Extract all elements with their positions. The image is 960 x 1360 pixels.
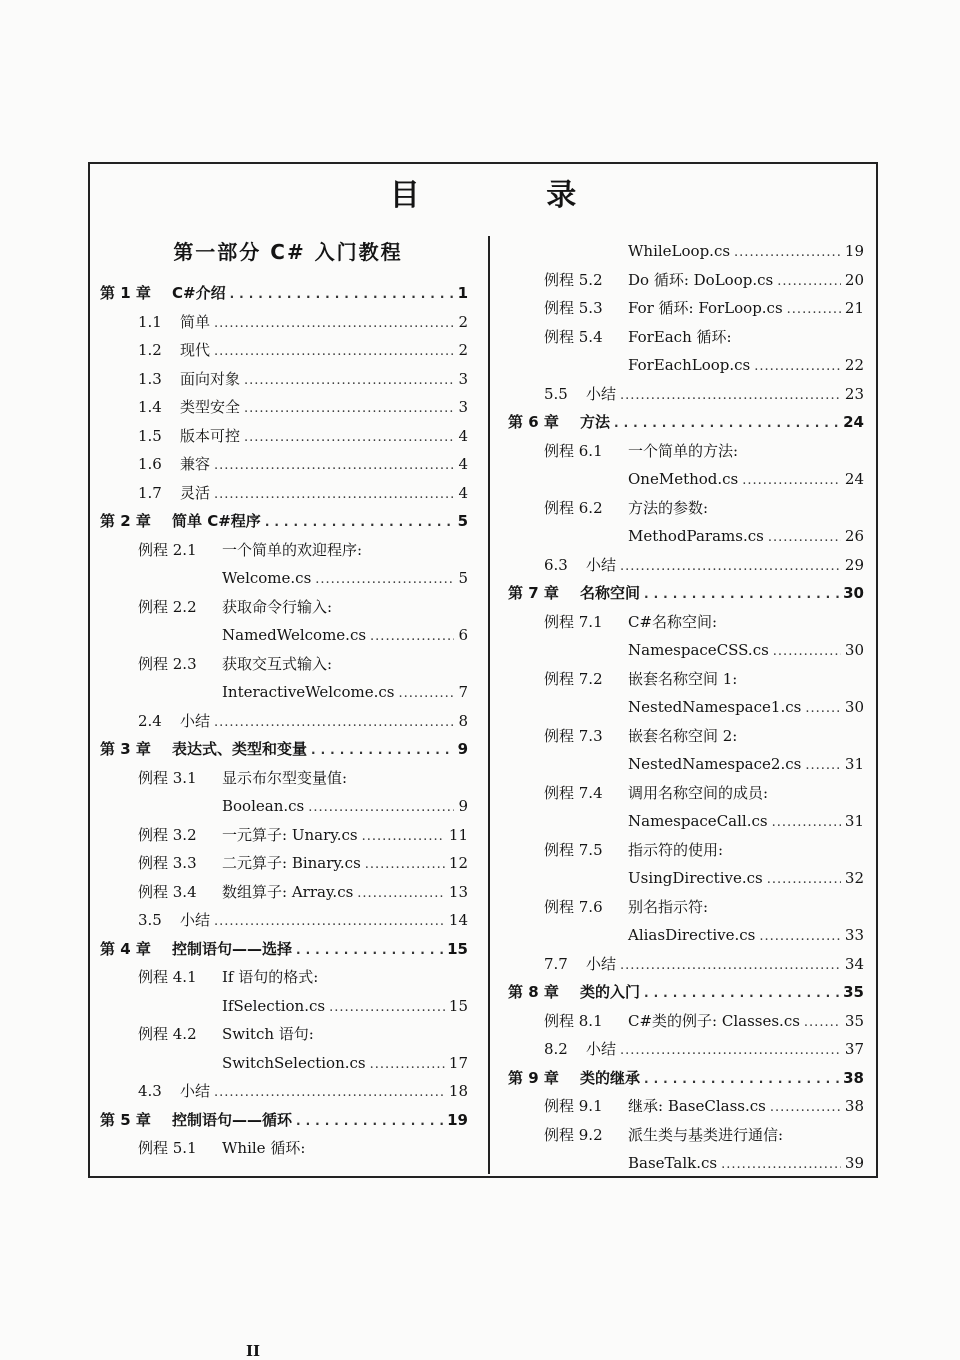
toc-page-number: 24 <box>844 470 864 488</box>
toc-entry-text: 嵌套名称空间 2: <box>628 726 738 745</box>
toc-page-number: 39 <box>844 1154 864 1172</box>
toc-page-number: 5 <box>457 512 468 530</box>
toc-page-number: 11 <box>448 825 468 844</box>
toc-entry-text: For 循环: ForLoop.cs <box>628 299 783 317</box>
toc-entry-text: 现代 <box>180 341 211 359</box>
toc-file-row <box>628 523 864 549</box>
toc-entry-row <box>138 708 468 734</box>
toc-entry-text: 灵活 <box>180 483 211 502</box>
toc-page-number: 12 <box>448 854 468 872</box>
toc-leader-dots <box>805 753 841 779</box>
toc-leader-dots <box>370 1052 445 1078</box>
toc-entry-label: 例程 7.2 <box>544 669 603 688</box>
toc-page-number: 30 <box>844 641 864 659</box>
toc-entry-text: 控制语句——循环 <box>172 1110 293 1129</box>
toc-leader-dots <box>296 937 443 963</box>
toc-chapter-row <box>100 508 468 534</box>
toc-entry-label: 第 6 章 <box>508 413 559 431</box>
toc-entry-text: ForEachLoop.cs <box>628 356 751 374</box>
toc-leader-dots <box>214 339 454 365</box>
toc-leader-dots <box>244 368 454 394</box>
toc-entry-label: 例程 6.2 <box>544 498 603 517</box>
toc-entry-label: 例程 7.5 <box>544 840 603 859</box>
toc-file-row <box>628 352 864 378</box>
toc-entry-text: Switch 语句: <box>222 1025 314 1043</box>
toc-file-row <box>628 1150 864 1176</box>
toc-leader-dots <box>214 710 454 736</box>
toc-entry-text: 指示符的使用: <box>628 840 724 859</box>
toc-page-number: 35 <box>843 983 864 1001</box>
toc-entry-text: 控制语句——选择 <box>172 939 293 958</box>
toc-leader-dots <box>214 1080 445 1106</box>
toc-entry-label: 例程 3.3 <box>138 854 197 872</box>
toc-entry-row <box>138 537 468 563</box>
toc-entry-text: Boolean.cs <box>222 797 305 815</box>
toc-leader-dots <box>614 410 839 436</box>
toc-page-number: 21 <box>844 299 864 317</box>
toc-entry-text: 类的入门 <box>580 983 641 1001</box>
toc-entry-label: 第 1 章 <box>100 284 151 302</box>
toc-chapter-row <box>100 1107 468 1133</box>
toc-entry-text: 获取命令行输入: <box>222 597 333 616</box>
toc-entry-label: 例程 4.1 <box>138 968 197 986</box>
toc-file-row <box>628 238 864 264</box>
toc-entry-text: 别名指示符: <box>628 897 709 916</box>
toc-entry-text: ForEach 循环: <box>628 327 732 346</box>
toc-page-number: 5 <box>458 569 468 587</box>
toc-entry-label: 例程 2.1 <box>138 540 197 559</box>
toc-entry-row <box>138 423 468 449</box>
toc-page-number: 24 <box>843 413 864 431</box>
toc-entry-text: C#名称空间: <box>628 612 718 631</box>
toc-entry-text: 小结 <box>586 384 617 403</box>
toc-leader-dots <box>311 737 454 763</box>
toc-entry-row <box>138 394 468 420</box>
toc-entry-text: 兼容 <box>180 455 211 473</box>
toc-entry-text: 名称空间 <box>580 584 641 602</box>
toc-page-number: 8 <box>458 711 468 730</box>
toc-chapter-row <box>508 580 864 606</box>
toc-entry-text: C#介绍 <box>172 284 226 302</box>
toc-entry-text: 获取交互式输入: <box>222 654 333 673</box>
toc-entry-text: While 循环: <box>222 1139 306 1157</box>
toc-page-number: 6 <box>458 626 468 644</box>
toc-entry-row <box>138 1078 468 1104</box>
toc-entry-text: 小结 <box>180 1082 211 1100</box>
toc-file-row <box>628 637 864 663</box>
toc-entry-row <box>544 780 864 806</box>
toc-entry-text: OneMethod.cs <box>628 470 739 488</box>
toc-entry-label: 第 3 章 <box>100 740 151 758</box>
toc-leader-dots <box>620 953 841 979</box>
toc-entry-row <box>544 1122 864 1148</box>
toc-page-number: 18 <box>448 1082 468 1100</box>
toc-entry-row <box>544 894 864 920</box>
toc-entry-row <box>138 879 468 905</box>
toc-entry-label: 第 9 章 <box>508 1068 559 1087</box>
toc-leader-dots <box>365 852 445 878</box>
toc-entry-label: 1.4 <box>138 398 162 416</box>
toc-entry-row <box>138 850 468 876</box>
toc-entry-text: NestedNamespace1.cs <box>628 698 802 716</box>
toc-entry-text: WhileLoop.cs <box>628 242 731 260</box>
toc-leader-dots <box>308 795 454 821</box>
toc-entry-label: 1.1 <box>138 312 162 331</box>
toc-chapter-row <box>508 1065 864 1091</box>
toc-entry-text: NamespaceCSS.cs <box>628 641 769 659</box>
toc-entry-row <box>138 366 468 392</box>
toc-entry-row <box>544 1093 864 1119</box>
toc-page-number: 38 <box>844 1097 864 1115</box>
toc-leader-dots <box>329 995 445 1021</box>
toc-entry-text: 方法 <box>580 413 611 431</box>
toc-entry-row <box>544 552 864 578</box>
toc-entry-label: 4.3 <box>138 1082 162 1100</box>
toc-title: 目 录 <box>389 178 635 213</box>
toc-page-number: 2 <box>458 312 468 331</box>
toc-leader-dots <box>315 567 454 593</box>
toc-page-number: 13 <box>448 882 468 901</box>
toc-leader-dots <box>398 681 454 707</box>
toc-page-number: 31 <box>844 812 864 830</box>
toc-entry-row <box>544 267 864 293</box>
toc-entry-label: 例程 2.3 <box>138 654 197 673</box>
toc-entry-text: 显示布尔型变量值: <box>222 768 348 787</box>
toc-entry-label: 1.3 <box>138 369 162 388</box>
toc-leader-dots <box>620 383 841 409</box>
toc-page-number: 4 <box>458 455 468 473</box>
toc-entry-text: 小结 <box>586 954 617 973</box>
toc-entry-text: NamespaceCall.cs <box>628 812 768 830</box>
toc-entry-label: 第 4 章 <box>100 939 151 958</box>
toc-entry-text: 小结 <box>180 711 211 730</box>
toc-page-number: 38 <box>843 1068 864 1087</box>
toc-file-row <box>628 466 864 492</box>
toc-file-row <box>222 1050 468 1076</box>
toc-entry-label: 1.5 <box>138 426 162 445</box>
toc-entry-text: If 语句的格式: <box>222 968 319 986</box>
toc-leader-dots <box>214 482 454 508</box>
toc-entry-label: 例程 3.1 <box>138 768 197 787</box>
toc-entry-text: 简单 <box>180 312 211 331</box>
toc-file-row <box>222 793 468 819</box>
toc-entry-label: 6.3 <box>544 555 568 574</box>
toc-entry-text: 面向对象 <box>180 369 241 388</box>
toc-page-number: 3 <box>458 398 468 416</box>
toc-leader-dots <box>767 867 841 893</box>
toc-entry-label: 3.5 <box>138 911 162 929</box>
toc-file-row <box>628 922 864 948</box>
toc-entry-text: 小结 <box>586 555 617 574</box>
toc-entry-text: UsingDirective.cs <box>628 869 763 887</box>
toc-page-number: 32 <box>844 869 864 887</box>
toc-leader-dots <box>620 1038 841 1064</box>
toc-leader-dots <box>644 980 839 1006</box>
toc-entry-row <box>544 324 864 350</box>
toc-page-number: 29 <box>844 555 864 574</box>
toc-entry-label: 例程 7.3 <box>544 726 603 745</box>
toc-entry-row <box>138 337 468 363</box>
toc-file-row <box>222 993 468 1019</box>
toc-entry-text: Welcome.cs <box>222 569 312 587</box>
toc-entry-label: 例程 5.1 <box>138 1139 197 1157</box>
toc-entry-row <box>138 480 468 506</box>
toc-page-number: 3 <box>458 369 468 388</box>
toc-leader-dots <box>777 269 841 295</box>
toc-file-row <box>222 622 468 648</box>
toc-entry-label: 第 2 章 <box>100 512 151 530</box>
toc-entry-row <box>544 1008 864 1034</box>
toc-entry-row <box>544 381 864 407</box>
toc-page-number: 22 <box>844 356 864 374</box>
toc-page-number: 4 <box>458 426 468 445</box>
toc-chapter-row <box>508 409 864 435</box>
toc-page-number: 1 <box>457 284 468 302</box>
toc-entry-text: 小结 <box>586 1040 617 1058</box>
toc-entry-text: 一元算子: Unary.cs <box>222 825 358 844</box>
toc-entry-label: 5.5 <box>544 384 568 403</box>
toc-entry-label: 1.6 <box>138 455 162 473</box>
toc-leader-dots <box>214 909 445 935</box>
toc-leader-dots <box>768 525 841 551</box>
toc-entry-text: 一个简单的方法: <box>628 441 739 460</box>
toc-entry-label: 例程 3.2 <box>138 825 197 844</box>
toc-entry-row <box>544 723 864 749</box>
toc-chapter-row <box>100 936 468 962</box>
toc-page-number: 14 <box>448 911 468 929</box>
toc-entry-text: 继承: BaseClass.cs <box>628 1097 766 1115</box>
toc-entry-label: 例程 6.1 <box>544 441 603 460</box>
toc-entry-text: 派生类与基类进行通信: <box>628 1125 784 1144</box>
toc-page-number: 31 <box>844 755 864 773</box>
toc-chapter-row <box>100 280 468 306</box>
toc-entry-row <box>138 651 468 677</box>
toc-entry-row <box>138 1021 468 1047</box>
toc-leader-dots <box>620 554 841 580</box>
toc-entry-row <box>138 594 468 620</box>
toc-entry-row <box>544 1036 864 1062</box>
toc-entry-text: NestedNamespace2.cs <box>628 755 802 773</box>
toc-page-number: 35 <box>844 1011 864 1030</box>
toc-leader-dots <box>759 924 841 950</box>
toc-page-number: 7 <box>458 683 468 701</box>
toc-entry-text: 小结 <box>180 911 211 929</box>
toc-page-number: 34 <box>844 954 864 973</box>
toc-entry-text: IfSelection.cs <box>222 996 326 1015</box>
toc-page-number: 33 <box>844 926 864 944</box>
toc-entry-row <box>138 964 468 990</box>
toc-entry-text: InteractiveWelcome.cs <box>222 683 395 701</box>
toc-entry-text: 一个简单的欢迎程序: <box>222 540 363 559</box>
toc-entry-label: 2.4 <box>138 711 162 730</box>
toc-entry-text: 嵌套名称空间 1: <box>628 669 738 688</box>
toc-entry-text: SwitchSelection.cs <box>222 1053 366 1072</box>
toc-page-number: 23 <box>844 384 864 403</box>
toc-entry-text: 调用名称空间的成员: <box>628 783 769 802</box>
toc-leader-dots <box>296 1108 443 1134</box>
toc-entry-text: Do 循环: DoLoop.cs <box>628 270 774 289</box>
toc-leader-dots <box>742 468 841 494</box>
toc-entry-label: 例程 7.4 <box>544 783 603 802</box>
toc-leader-dots <box>230 281 454 307</box>
toc-leader-dots <box>721 1152 841 1178</box>
toc-entry-label: 第 8 章 <box>508 983 559 1001</box>
toc-leader-dots <box>214 311 454 337</box>
toc-leader-dots <box>772 810 841 836</box>
toc-entry-label: 例程 9.2 <box>544 1125 603 1144</box>
toc-page-number: 20 <box>844 270 864 289</box>
toc-entry-text: 类型安全 <box>180 398 241 416</box>
toc-entry-row <box>138 765 468 791</box>
toc-entry-row <box>138 907 468 933</box>
toc-entry-row <box>544 837 864 863</box>
toc-file-row <box>628 751 864 777</box>
toc-leader-dots <box>357 881 445 907</box>
toc-page-number: 15 <box>447 939 468 958</box>
toc-file-row <box>222 565 468 591</box>
toc-entry-text: 方法的参数: <box>628 498 709 517</box>
toc-entry-label: 例程 8.1 <box>544 1011 603 1030</box>
toc-entry-text: NamedWelcome.cs <box>222 626 367 644</box>
toc-leader-dots <box>805 696 841 722</box>
toc-page-number: 37 <box>844 1040 864 1058</box>
toc-file-row <box>628 808 864 834</box>
toc-entry-label: 1.7 <box>138 483 162 502</box>
toc-entry-label: 例程 7.6 <box>544 897 603 916</box>
toc-page-number: 30 <box>844 698 864 716</box>
toc-entry-text: 数组算子: Array.cs <box>222 882 354 901</box>
toc-entry-text: 表达式、类型和变量 <box>172 740 308 758</box>
toc-entry-row <box>544 438 864 464</box>
toc-entry-label: 1.2 <box>138 341 162 359</box>
toc-page-number: 19 <box>447 1110 468 1129</box>
toc-chapter-row <box>100 736 468 762</box>
toc-entry-label: 例程 5.4 <box>544 327 603 346</box>
toc-entry-text: 类的继承 <box>580 1068 641 1087</box>
toc-entry-text: 简单 C#程序 <box>172 512 261 530</box>
toc-entry-row <box>544 295 864 321</box>
toc-page-number: 30 <box>843 584 864 602</box>
toc-entry-label: 8.2 <box>544 1040 568 1058</box>
toc-entry-label: 第 5 章 <box>100 1110 151 1129</box>
toc-entry-label: 例程 3.4 <box>138 882 197 901</box>
toc-leader-dots <box>770 1095 841 1121</box>
toc-leader-dots <box>214 453 454 479</box>
part-title: 第一部分 C# 入门教程 <box>173 240 403 264</box>
toc-entry-row <box>138 1135 468 1161</box>
toc-page-number: 19 <box>844 242 864 260</box>
toc-leader-dots <box>244 425 454 451</box>
toc-entry-text: MethodParams.cs <box>628 527 764 545</box>
toc-leader-dots <box>644 1066 839 1092</box>
toc-leader-dots <box>804 1010 841 1036</box>
toc-entry-label: 例程 4.2 <box>138 1025 197 1043</box>
toc-file-row <box>628 865 864 891</box>
toc-page-number: 17 <box>448 1053 468 1072</box>
toc-entry-row <box>138 822 468 848</box>
toc-frame <box>88 162 878 1178</box>
column-divider <box>488 236 490 1174</box>
toc-entry-label: 例程 5.3 <box>544 299 603 317</box>
toc-page-number: 15 <box>448 996 468 1015</box>
toc-entry-text: 二元算子: Binary.cs <box>222 854 361 872</box>
toc-entry-row <box>544 495 864 521</box>
toc-entry-label: 第 7 章 <box>508 584 559 602</box>
toc-page-number: 26 <box>844 527 864 545</box>
toc-leader-dots <box>370 624 454 650</box>
toc-page-number: 2 <box>458 341 468 359</box>
toc-leader-dots <box>362 824 445 850</box>
toc-file-row <box>222 679 468 705</box>
toc-leader-dots <box>754 354 841 380</box>
toc-entry-text: AliasDirective.cs <box>628 926 756 944</box>
toc-entry-row <box>544 609 864 635</box>
toc-entry-label: 7.7 <box>544 954 568 973</box>
toc-file-row <box>628 694 864 720</box>
toc-entry-row <box>544 951 864 977</box>
toc-page-number: 9 <box>457 740 468 758</box>
toc-entry-row <box>544 666 864 692</box>
toc-entry-label: 例程 7.1 <box>544 612 603 631</box>
toc-leader-dots <box>244 396 454 422</box>
toc-leader-dots <box>644 581 839 607</box>
toc-entry-row <box>138 309 468 335</box>
toc-page-number: 9 <box>458 797 468 815</box>
toc-entry-label: 例程 2.2 <box>138 597 197 616</box>
toc-entry-label: 例程 9.1 <box>544 1097 603 1115</box>
toc-leader-dots <box>773 639 841 665</box>
toc-entry-text: 版本可控 <box>180 426 241 445</box>
page-number: II <box>246 1342 261 1360</box>
toc-entry-label: 例程 5.2 <box>544 270 603 289</box>
toc-page-number: 4 <box>458 483 468 502</box>
toc-entry-row <box>138 451 468 477</box>
toc-entry-text: C#类的例子: Classes.cs <box>628 1011 800 1030</box>
toc-entry-text: BaseTalk.cs <box>628 1154 718 1172</box>
toc-leader-dots <box>265 509 454 535</box>
toc-chapter-row <box>508 979 864 1005</box>
toc-leader-dots <box>734 240 841 266</box>
toc-leader-dots <box>787 297 841 323</box>
